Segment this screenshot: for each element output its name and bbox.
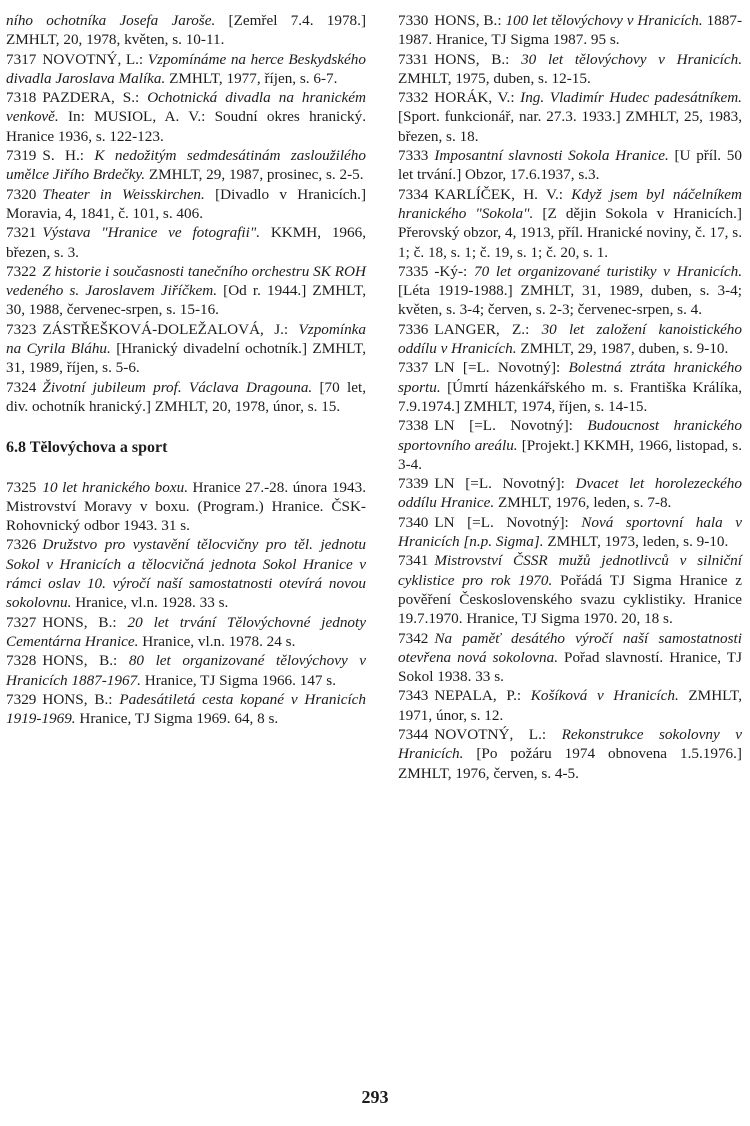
entry-number: 7328 [6, 652, 37, 670]
entry-number: 7331 [398, 50, 429, 68]
entry-title: 70 let organizované turistiky v Hranicích. [474, 262, 742, 280]
bibliography-entry [398, 629, 742, 687]
entry-title: Theater in Weisskirchen. [42, 185, 205, 203]
entry-title: Vzpomínka na Cyrila Bláhu. [6, 320, 366, 358]
entry-details: Hranice, vl.n. 1928. 33 s. [71, 594, 229, 612]
bibliography-entry [6, 535, 366, 612]
entry-title: Z historie i současnosti tanečního orchestru SK ROH vedeného s. Jaroslavem Jiříčkem. [6, 262, 366, 300]
entry-details: Pořádá TJ Sigma Hranice z pověření Československého svazu cyklistiky. Hranice 19.7.1970. Hranice, TJ Sigma 1970. 20, 18 s. [398, 571, 743, 628]
entry-author: HONS, B.: [434, 12, 506, 29]
entry-author: PAZDERA, S.: [42, 89, 148, 107]
entry-title: Vzpomínáme na herce Beskydského divadla Jaroslava Malíka. [6, 50, 366, 87]
entry-details: ZMHLT, 1975, duben, s. 12-15. [398, 69, 591, 87]
bibliography-entry [398, 416, 742, 474]
left-column [6, 11, 366, 728]
entry-number: 7321 [6, 224, 37, 242]
entry-details: Pořad slavností. Hranice, TJ Sokol 1938. 33 s. [398, 648, 742, 686]
entry-author: HONS, B.: [42, 613, 128, 631]
entry-details: [Divadlo v Hranicích.] Moravia, 4, 1841, č. 101, s. 406. [6, 185, 367, 222]
right-column [398, 11, 742, 783]
entry-title: Košíková v Hranicích. [530, 687, 679, 705]
entry-author: LN [=L. Novotný]: [434, 359, 569, 377]
bibliography-entry [6, 185, 366, 224]
entry-title: Budoucnost hranického sportovního areálu. [398, 417, 742, 454]
entry-title: 20 let trvání Tělovýchovné jednoty Cementárna Hranice. [6, 613, 366, 650]
bibliography-entry [6, 478, 366, 536]
section-heading: 6.8 Tělovýchova a sport [6, 439, 168, 457]
entry-title: Ochotnická divadla na hranickém venkově. [6, 89, 366, 126]
entry-author: -Ký-: [434, 262, 474, 280]
entry-details: [Sport. funkcionář, nar. 27.3. 1933.] ZMHLT, 25, 1983, březen, s. 18. [398, 108, 742, 145]
entry-details: [70 let, div. ochotník hranický.] ZMHLT, 20, 1978, únor, s. 15. [6, 378, 366, 415]
entry-author: LN [=L. Novotný]: [434, 417, 588, 435]
entry-title: ního ochotníka Josefa Jaroše. [6, 12, 216, 29]
bibliography-entry [398, 146, 742, 185]
entry-number: 7329 [6, 690, 37, 708]
entry-number: 7344 [398, 725, 429, 743]
entry-details: 1887-1987. Hranice, TJ Sigma 1987. 95 s. [398, 12, 743, 49]
entry-details: In: MUSIOL, A. V.: Soudní okres hranický. Hranice 1936, s. 122-123. [6, 108, 366, 145]
bibliography-entry [398, 50, 742, 89]
entry-author: KARLÍČEK, H. V.: [434, 185, 572, 203]
entry-author: HONS, B.: [42, 690, 120, 708]
entry-number: 7320 [6, 185, 37, 203]
entry-title: Životní jubileum prof. Václava Dragouna. [42, 378, 313, 396]
entry-title: Výstava "Hranice ve fotografii". [42, 224, 261, 242]
entry-details: [Zemřel 7.4. 1978.] ZMHLT, 20, 1978, květen, s. 10-11. [6, 12, 366, 49]
entry-number: 7336 [398, 320, 429, 338]
entry-number: 7334 [398, 185, 429, 203]
entry-details: [Z dějin Sokola v Hranicích.] Přerovský obzor, 4, 1913, příl. Hranické noviny, č. 17, s. 1; č. 18, s. 1; č. 19, s. 1; č. 20, s. 1. [398, 204, 742, 261]
bibliography-entry [6, 11, 366, 50]
bibliography-entry [6, 146, 366, 185]
entry-details: [Projekt.] KKMH, 1966, listopad, s. 3-4. [398, 436, 743, 473]
bibliography-entry [398, 513, 742, 552]
right-entries [398, 11, 742, 783]
entry-details: [Úmrtí házenkářského m. s. Františka Králíka, 7.9.1974.] ZMHLT, 1974, říjen, s. 14-15. [398, 378, 742, 415]
entry-details: ZMHLT, 1976, leden, s. 7-8. [494, 494, 672, 512]
entry-number: 7341 [398, 552, 429, 570]
bibliography-entry [6, 88, 366, 146]
bibliography-entry [6, 378, 366, 417]
entry-number: 7342 [398, 629, 429, 647]
entry-title: Rekonstrukce sokolovny v Hranicích. [398, 725, 742, 763]
entry-number: 7343 [398, 687, 429, 705]
entry-title: Když jsem byl náčelníkem hranického "Sokola". [398, 185, 743, 222]
bibliography-entry [398, 320, 742, 359]
entry-details: Hranice 27.-28. února 1943. Mistrovství Moravy v boxu. (Program.) Hranice. ČSK-Rohovnický odbor 1943. 31 s. [6, 478, 366, 535]
entry-author: ZÁSTŘEŠKOVÁ-DOLEŽALOVÁ, J.: [42, 320, 299, 338]
entry-number: 7335 [398, 262, 429, 280]
entry-author: NOVOTNÝ, L.: [434, 725, 562, 743]
entry-author: S. H.: [42, 147, 95, 165]
entry-details: [U příl. 50 let trvání.] Obzor, 17.6.1937, s.3. [398, 147, 742, 184]
entry-number: 7318 [6, 89, 37, 107]
bibliography-entry [6, 651, 366, 690]
entry-number: 7330 [398, 12, 429, 29]
entry-details: Hranice, TJ Sigma 1969. 64, 8 s. [75, 710, 279, 728]
entry-author: LANGER, Z.: [434, 320, 542, 338]
bibliography-entry [398, 262, 742, 320]
bibliography-entry [6, 50, 366, 89]
entry-number: 7327 [6, 613, 37, 631]
entry-title: Padesátiletá cesta kopané v Hranicích 1919-1969. [6, 690, 366, 728]
entry-title: Nová sportovní hala v Hranicích [n.p. Sigma]. [398, 513, 742, 551]
bibliography-entry [6, 320, 366, 378]
bibliography-entry [398, 185, 742, 262]
entry-number: 7323 [6, 320, 37, 338]
entry-title: Mistrovství ČSSR mužů jednotlivců v silniční cyklistice pro rok 1970. [398, 552, 742, 589]
entry-details: [Od r. 1944.] ZMHLT, 30, 1988, červenec-srpen, s. 15-16. [6, 282, 366, 319]
entry-number: 7340 [398, 513, 429, 531]
entry-details: Hranice, vl.n. 1978. 24 s. [138, 632, 296, 650]
entry-title: Imposantní slavnosti Sokola Hranice. [434, 147, 669, 165]
entry-title: Bolestná ztráta hranického sportu. [398, 359, 742, 396]
bibliography-entry [6, 690, 366, 729]
entry-author: NOVOTNÝ, L.: [42, 50, 148, 68]
entry-number: 7319 [6, 147, 37, 165]
entry-title: 10 let hranického boxu. [42, 478, 188, 496]
entry-author: HORÁK, V.: [434, 89, 521, 107]
bibliography-entry [398, 725, 742, 783]
entry-details: [Hranický divadelní ochotník.] ZMHLT, 31, 1989, říjen, s. 5-6. [6, 340, 366, 377]
page-number: 293 [361, 1087, 389, 1107]
entry-author: LN [=L. Novotný]: [434, 513, 582, 531]
entry-author: LN [=L. Novotný]: [434, 475, 576, 493]
entry-title: Ing. Vladimír Hudec padesátníkem. [520, 89, 742, 107]
entry-title: K nedožitým sedmdesátinám zasloužilého umělce Jiřího Brdečky. [6, 147, 366, 184]
entry-details: KKMH, 1966, březen, s. 3. [6, 224, 366, 261]
entry-number: 7332 [398, 89, 429, 107]
entry-title: 30 let založení kanoistického oddílu v Hranicích. [398, 320, 742, 358]
entry-details: ZMHLT, 29, 1987, duben, s. 9-10. [516, 340, 729, 358]
entry-title: Dvacet let horolezeckého oddílu Hranice. [398, 475, 742, 512]
entry-author: HONS, B.: [434, 50, 522, 68]
entry-details: ZMHLT, 1973, leden, s. 9-10. [543, 533, 729, 551]
entry-title: 100 let tělovýchovy v Hranicích. [505, 12, 703, 29]
entry-details: ZMHLT, 1971, únor, s. 12. [398, 687, 742, 724]
entry-number: 7326 [6, 536, 37, 554]
entry-details: Hranice, TJ Sigma 1966. 147 s. [140, 671, 337, 689]
entries-before-heading [6, 11, 366, 416]
entry-number: 7337 [398, 359, 429, 377]
bibliography-entry [398, 358, 742, 416]
bibliography-entry [6, 223, 366, 262]
entry-number: 7322 [6, 262, 37, 280]
bibliography-entry [6, 262, 366, 320]
entry-title: 30 let tělovýchovy v Hranicích. [521, 50, 742, 68]
entry-details: ZMHLT, 29, 1987, prosinec, s. 2-5. [145, 166, 364, 184]
entry-title: 80 let organizované tělovýchovy v Hranicích 1887-1967. [6, 652, 367, 689]
entry-details: ZMHLT, 1977, říjen, s. 6-7. [165, 69, 338, 87]
entry-author: NEPALA, P.: [434, 687, 531, 705]
bibliography-entry [398, 11, 742, 50]
entry-details: [Léta 1919-1988.] ZMHLT, 31, 1989, duben, s. 3-4; květen, s. 3-4; červen, s. 2-3; červenec-srpen, s. 4. [398, 282, 742, 319]
entry-details: [Po požáru 1974 obnovena 1.5.1976.] ZMHLT, 1976, červen, s. 4-5. [398, 745, 742, 782]
bibliography-entry [398, 88, 742, 146]
bibliography-entry [398, 551, 742, 628]
entry-number: 7325 [6, 478, 37, 496]
entry-title: Družstvo pro vystavění tělocvičny pro těl. jednotu Sokol v Hranicích a tělocvičná jednota Sokol Hranice v rámci oslav 10. výročí naší samostatnosti otevírá novou sokolovnu. [6, 536, 366, 612]
bibliography-entry [6, 613, 366, 652]
entry-number: 7339 [398, 475, 429, 493]
entries-after-heading [6, 478, 366, 729]
entry-number: 7317 [6, 50, 37, 68]
bibliography-entry [398, 686, 742, 725]
bibliography-entry [398, 474, 742, 513]
entry-number: 7324 [6, 378, 37, 396]
entry-author: HONS, B.: [42, 652, 129, 670]
entry-title: Na paměť desátého výročí naší samostatnosti otevřena nová sokolovna. [398, 629, 742, 666]
entry-number: 7333 [398, 147, 429, 165]
entry-number: 7338 [398, 417, 429, 435]
